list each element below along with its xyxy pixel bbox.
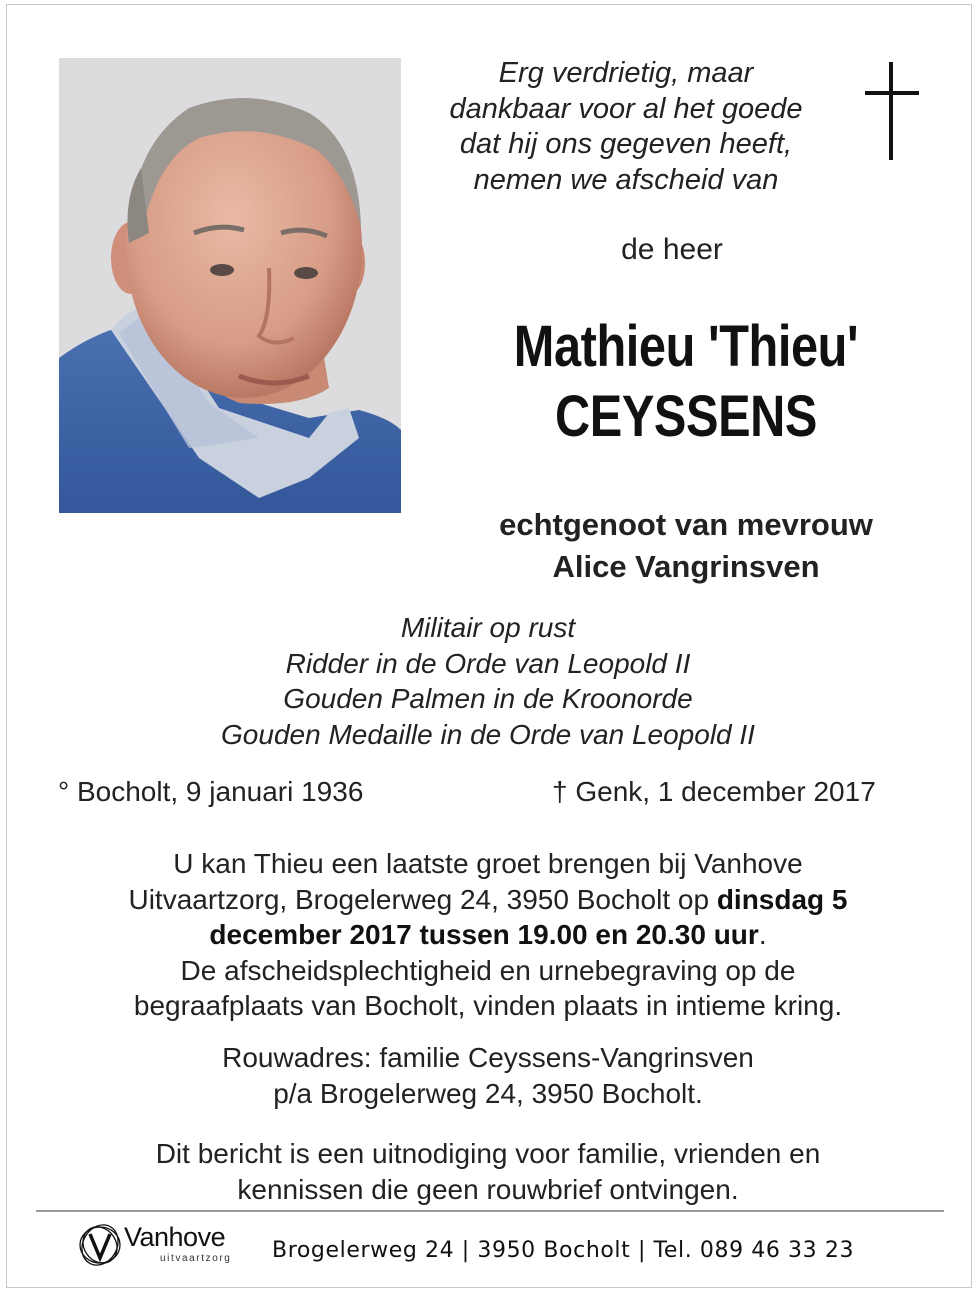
mourning-address (60, 1040, 916, 1111)
visitation-line (60, 882, 916, 918)
logo-subtitle: uitvaartzorg (160, 1253, 232, 1264)
invitation-line: kennissen die geen rouwbrief ontvingen. (237, 1173, 739, 1205)
visitation-info (60, 846, 916, 1024)
deceased-first-name: Mathieu 'Thieu' (513, 314, 859, 379)
death-info: † Genk, 1 december 2017 (552, 776, 876, 807)
poem (420, 56, 832, 198)
visitation-text: Uitvaartzorg, Brogelerweg 24, 3950 Bocholt op (128, 883, 717, 915)
honour-item: Gouden Medaille in de Orde van Leopold II (221, 718, 755, 750)
honour-item: Ridder in de Orde van Leopold II (285, 647, 691, 679)
footer-divider (36, 1210, 944, 1212)
spouse-name: Alice Vangrinsven (552, 549, 820, 584)
spouse-info (410, 504, 962, 588)
deceased-name (471, 312, 901, 452)
poem-line: dat hij ons gegeven heeft, (459, 128, 793, 160)
honour-item: Militair op rust (400, 612, 576, 643)
logo-wordmark: Vanhove (124, 1222, 226, 1252)
visitation-time: december 2017 tussen 19.00 en 20.30 uur (209, 919, 759, 950)
visitation-punct: . (758, 919, 767, 950)
address-line: p/a Brogelerweg 24, 3950 Bocholt. (273, 1077, 703, 1109)
visitation-line: U kan Thieu een laatste groet brengen bij Vanhove (173, 848, 803, 879)
footer-contact: Brogelerweg 24 | 3950 Bocholt | Tel. 089 46 33 23 (272, 1238, 855, 1263)
poem-line: dankbaar voor al het goede (449, 92, 803, 125)
spouse-line: echtgenoot van mevrouw (499, 507, 873, 542)
invitation-line: Dit bericht is een uitnodiging voor familie, vrienden en (155, 1138, 821, 1169)
visitation-date: dinsdag 5 (716, 883, 848, 915)
visitation-line: De afscheidsplechtigheid en urnebegraving op de (180, 954, 796, 986)
portrait-photo (59, 58, 401, 513)
address-line: Rouwadres: familie Ceyssens-Vangrinsven (222, 1042, 754, 1073)
latin-cross-icon (862, 62, 922, 160)
deceased-last-name: CEYSSENS (554, 384, 817, 449)
invitation-note (60, 1136, 916, 1207)
birth-info: ° Bocholt, 9 januari 1936 (58, 776, 364, 807)
portrait-illustration (59, 58, 401, 513)
salutation: de heer (621, 233, 723, 266)
visitation-line: begraafplaats van Bocholt, vinden plaats in intieme kring. (133, 990, 843, 1021)
visitation-line (60, 917, 916, 953)
poem-line: Erg verdrietig, maar (498, 57, 754, 89)
poem-line: nemen we afscheid van (473, 163, 779, 196)
honours-list (150, 610, 826, 752)
honour-item: Gouden Palmen in de Kroonorde (283, 683, 693, 714)
